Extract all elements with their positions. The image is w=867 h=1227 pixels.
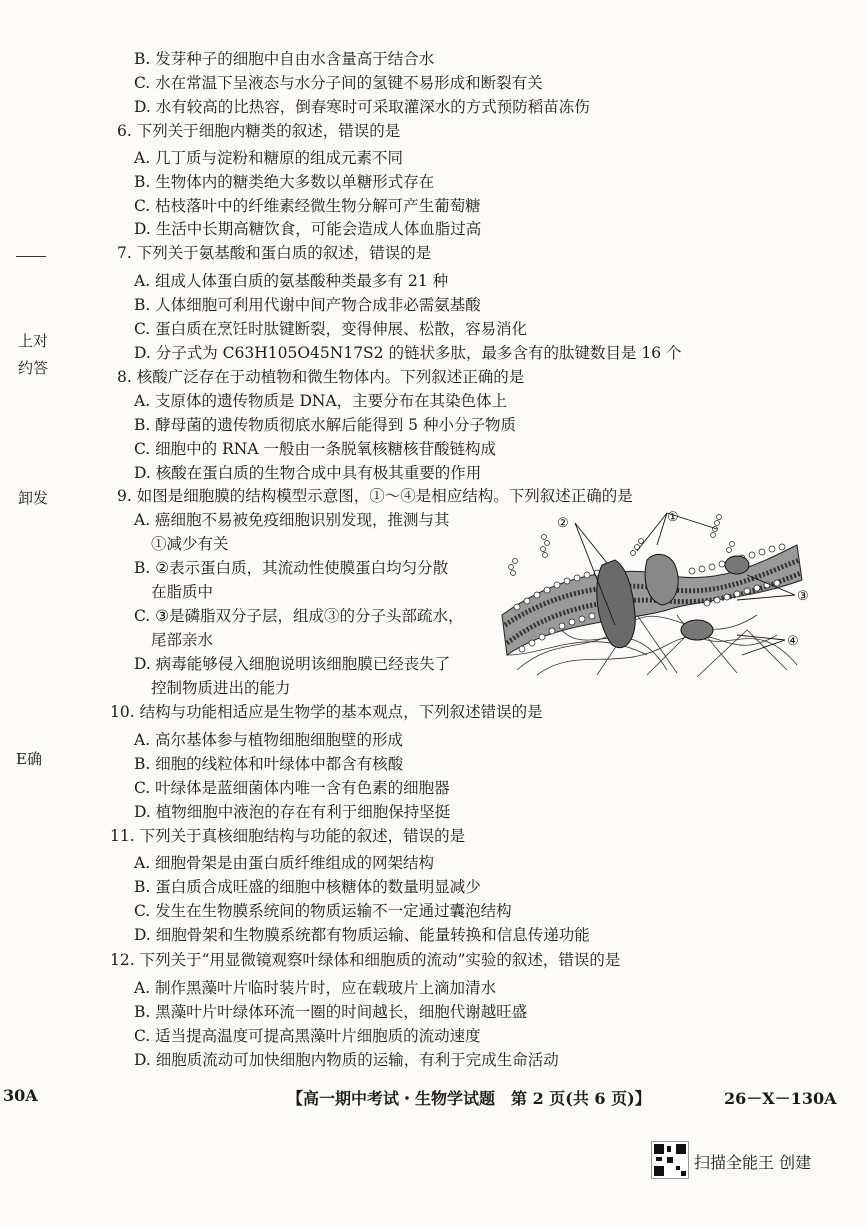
- option-line: D. 分子式为 C63H105O45N17S2 的链状多肽，最多含有的肽键数目是 16 个: [134, 344, 682, 362]
- question-stem: 7. 下列关于氨基酸和蛋白质的叙述，错误的是: [117, 244, 432, 262]
- option-line: B. 蛋白质合成旺盛的细胞中核糖体的数量明显减少: [134, 878, 481, 896]
- option-line: C. 适当提高温度可提高黑藻叶片细胞质的流动速度: [134, 1027, 481, 1045]
- option-line: 在脂质中: [151, 583, 214, 601]
- margin-note: 卸发: [18, 489, 49, 507]
- option-line: C. 水在常温下呈液态与水分子间的氢键不易形成和断裂有关: [134, 74, 543, 92]
- option-line: A. 高尔基体参与植物细胞细胞壁的形成: [134, 731, 404, 749]
- option-line: B. 黑藻叶片叶绿体环流一圈的时间越长，细胞代谢越旺盛: [134, 1003, 528, 1021]
- option-line: D. 细胞质流动可加快细胞内物质的运输，有利于完成生命活动: [134, 1051, 559, 1069]
- option-line: C. 细胞中的 RNA 一般由一条脱氧核糖核苷酸链构成: [134, 440, 496, 458]
- option-line: A. 几丁质与淀粉和糖原的组成元素不同: [134, 149, 404, 167]
- inner-protein: [681, 620, 713, 640]
- scanner-watermark-text: 扫描全能王 创建: [694, 1153, 812, 1172]
- option-line: C. 蛋白质在烹饪时肽键断裂，变得伸展、松散，容易消化: [134, 320, 528, 338]
- question-stem: [117, 121, 400, 141]
- question-stem: 9. 如图是细胞膜的结构模型示意图，①～④是相应结构。下列叙述正确的是: [117, 487, 633, 505]
- figure-label-1: ①: [667, 510, 679, 525]
- question-stem: 11. 下列关于真核细胞结构与功能的叙述，错误的是: [110, 827, 466, 845]
- option-line: 控制物质进出的能力: [151, 679, 291, 697]
- question-stem: 8. 核酸广泛存在于动植物和微生物体内。下列叙述正确的是: [117, 368, 525, 386]
- figure-label-3: ③: [797, 589, 809, 604]
- option-line: D. 植物细胞中液泡的存在有利于细胞保持坚挺: [134, 803, 451, 821]
- option-line: D. 水有较高的比热容，倒春寒时可采取灌深水的方式预防稻苗冻伤: [134, 98, 590, 116]
- margin-rule: [16, 256, 46, 257]
- figure-label-4: ④: [787, 634, 799, 649]
- figure-label-2: ②: [557, 516, 569, 531]
- option-line: C. ③是磷脂双分子层，组成③的分子头部疏水，: [134, 607, 464, 625]
- option-line: B. 人体细胞可利用代谢中间产物合成非必需氨基酸: [134, 296, 481, 314]
- option-line: C. 枯枝落叶中的纤维素经微生物分解可产生葡萄糖: [134, 197, 481, 215]
- option-line: A. 细胞骨架是由蛋白质纤维组成的网架结构: [134, 854, 435, 872]
- footer-center: 【高一期中考试・生物学试题 第 2 页(共 6 页)】: [287, 1089, 651, 1108]
- option-line: B. 生物体内的糖类绝大多数以单糖形式存在: [134, 173, 435, 191]
- qr-code-icon: [651, 1141, 689, 1179]
- option-line: B. 细胞的线粒体和叶绿体中都含有核酸: [134, 755, 404, 773]
- option-line: C. 发生在生物膜系统间的物质运输不一定通过囊泡结构: [134, 902, 512, 920]
- question-stem: 12. 下列关于“用显微镜观察叶绿体和细胞质的流动”实验的叙述，错误的是: [110, 951, 621, 969]
- footer-right: 26－X－130A: [724, 1089, 837, 1108]
- option-line: D. 细胞骨架和生物膜系统都有物质运输、能量转换和信息传递功能: [134, 926, 590, 944]
- option-line: D. 病毒能够侵入细胞说明该细胞膜已经丧失了: [134, 655, 451, 673]
- option-line: A. 组成人体蛋白质的氨基酸种类最多有 21 种: [134, 272, 449, 290]
- margin-note: 约答: [18, 359, 49, 377]
- option-line: B. ②表示蛋白质，其流动性使膜蛋白均匀分散: [134, 559, 449, 577]
- option-line: D. 核酸在蛋白质的生物合成中具有极其重要的作用: [134, 464, 482, 482]
- footer-left: 30A: [3, 1086, 38, 1105]
- peripheral-protein: [725, 556, 749, 574]
- option-line: A. 癌细胞不易被免疫细胞识别发现，推测与其: [134, 511, 450, 529]
- cell-membrane-figure: [497, 505, 817, 680]
- option-line: B. 发芽种子的细胞中自由水含量高于结合水: [134, 50, 435, 68]
- option-line: B. 酵母菌的遗传物质彻底水解后能得到 5 种小分子物质: [134, 416, 516, 434]
- option-line: D. 生活中长期高糖饮食，可能会造成人体血脂过高: [134, 220, 482, 238]
- option-line: 尾部亲水: [151, 631, 214, 649]
- question-stem: 10. 结构与功能相适应是生物学的基本观点，下列叙述错误的是: [110, 703, 543, 721]
- option-line: ①减少有关: [151, 535, 229, 553]
- margin-note: 上对: [18, 332, 49, 350]
- margin-note: E确: [16, 750, 42, 768]
- option-line: A. 支原体的遗传物质是 DNA，主要分布在其染色体上: [134, 392, 508, 410]
- question-text: 6. 下列关于细胞内糖类的叙述，错误的是: [117, 122, 401, 140]
- option-line: A. 制作黑藻叶片临时装片时，应在载玻片上滴加清水: [134, 979, 497, 997]
- option-line: C. 叶绿体是蓝细菌体内唯一含有色素的细胞器: [134, 779, 450, 797]
